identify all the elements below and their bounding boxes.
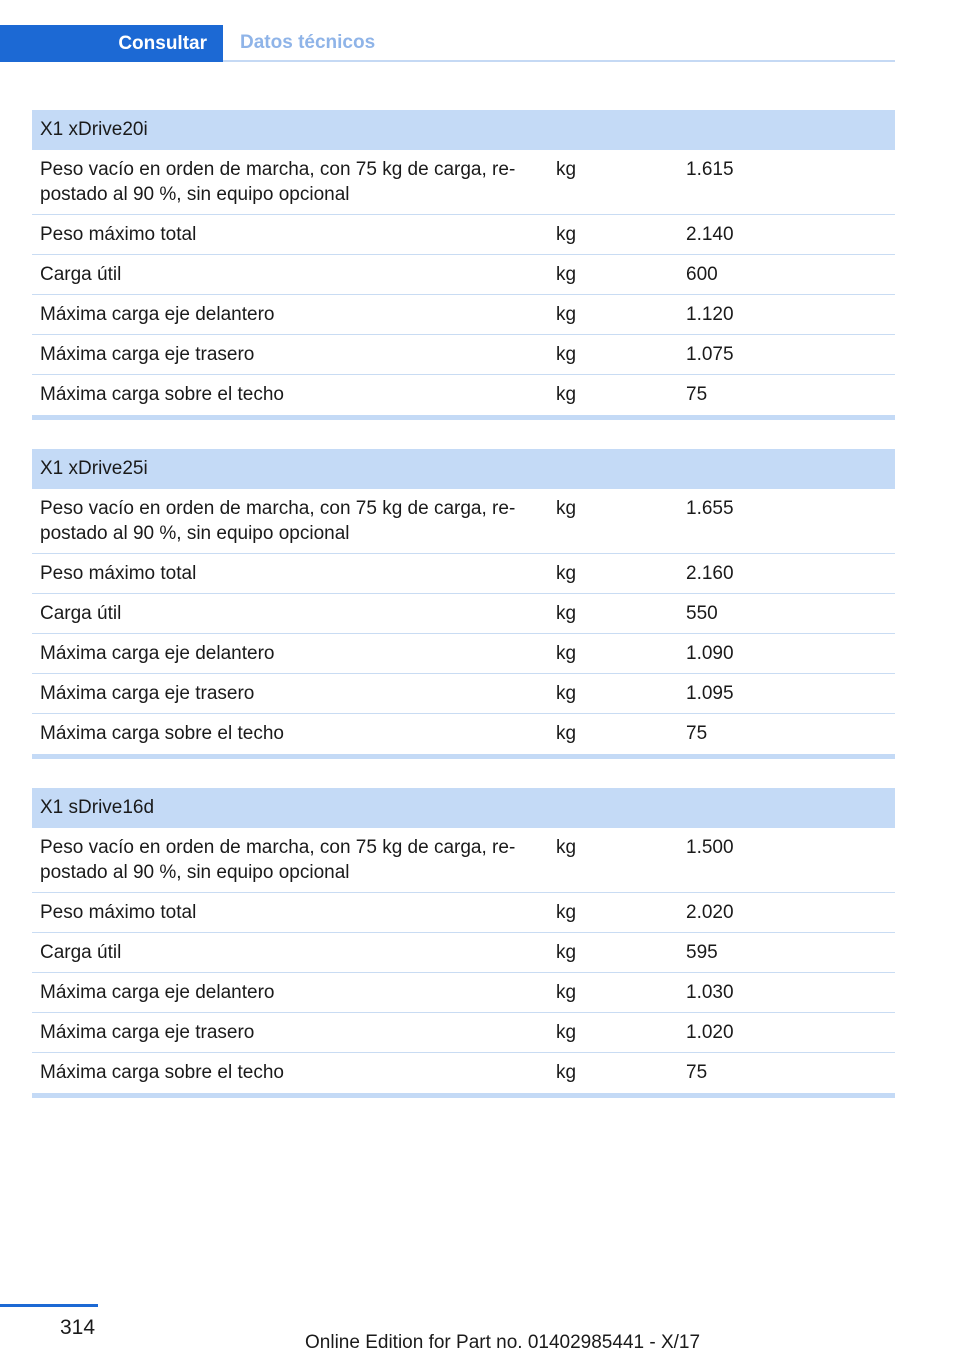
spec-table-xdrive20i [32,110,895,420]
table-row [32,255,895,295]
table-end-rule [32,415,895,420]
row-label: Máxima carga eje trasero [40,344,255,365]
row-value: 1.500 [686,837,734,858]
table-row [32,215,895,255]
row-label: Peso máximo total [40,563,197,584]
row-value: 75 [686,723,708,744]
header-divider [223,60,895,62]
table-row [32,489,895,554]
row-unit: kg [556,603,577,624]
row-unit: kg [556,563,577,584]
row-unit: kg [556,643,577,664]
tab-consultar[interactable]: Consultar [0,25,223,62]
row-label: Máxima carga eje trasero [40,1022,255,1043]
spec-table-xdrive25i [32,449,895,759]
row-label: Peso máximo total [40,902,197,923]
row-label: Peso vacío en orden de marcha, con 75 kg de carga, re- postado al 90 %, sin equipo opcional [40,159,516,205]
table-end-rule [32,754,895,759]
table-row [32,634,895,674]
table-row [32,1013,895,1053]
row-value: 75 [686,1062,708,1083]
row-value: 1.090 [686,643,734,664]
row-unit: kg [556,982,577,1003]
table-row [32,1053,895,1093]
table-title: X1 xDrive20i [32,110,895,150]
table-row [32,295,895,335]
row-value: 1.075 [686,344,734,365]
row-unit: kg [556,224,577,245]
row-value: 595 [686,942,718,963]
row-label: Peso vacío en orden de marcha, con 75 kg de carga, re- postado al 90 %, sin equipo opcional [40,837,516,883]
row-unit: kg [556,1062,577,1083]
table-row [32,554,895,594]
table-row [32,973,895,1013]
row-unit: kg [556,723,577,744]
row-unit: kg [556,942,577,963]
table-row [32,714,895,754]
row-unit: kg [556,384,577,405]
table-end-rule [32,1093,895,1098]
row-label: Peso vacío en orden de marcha, con 75 kg de carga, re- postado al 90 %, sin equipo opcional [40,498,516,544]
table-row [32,594,895,634]
row-value: 1.615 [686,159,734,180]
row-label: Máxima carga eje delantero [40,643,275,664]
page-number: 314 [60,1316,96,1339]
row-unit: kg [556,498,577,519]
row-value: 1.020 [686,1022,734,1043]
row-unit: kg [556,344,577,365]
row-value: 600 [686,264,718,285]
row-unit: kg [556,902,577,923]
row-label: Peso máximo total [40,224,197,245]
tab-datos-tecnicos[interactable]: Datos técnicos [240,31,376,53]
table-title: X1 xDrive25i [32,449,895,489]
row-label: Máxima carga sobre el techo [40,1062,284,1083]
row-label: Carga útil [40,264,122,285]
row-unit: kg [556,159,577,180]
spec-table-sdrive16d [32,788,895,1098]
table-row [32,375,895,415]
row-label: Máxima carga eje delantero [40,304,275,325]
table-row [32,933,895,973]
row-label: Carga útil [40,603,122,624]
row-value: 2.160 [686,563,734,584]
row-unit: kg [556,683,577,704]
row-value: 1.120 [686,304,734,325]
row-value: 550 [686,603,718,624]
row-value: 1.095 [686,683,734,704]
row-label: Carga útil [40,942,122,963]
row-value: 2.140 [686,224,734,245]
row-value: 1.655 [686,498,734,519]
edition-note: Online Edition for Part no. 01402985441 - X/17 [305,1332,701,1353]
row-label: Máxima carga sobre el techo [40,723,284,744]
table-row [32,150,895,215]
row-value: 2.020 [686,902,734,923]
row-unit: kg [556,264,577,285]
table-row [32,674,895,714]
row-label: Máxima carga eje delantero [40,982,275,1003]
row-unit: kg [556,304,577,325]
row-unit: kg [556,1022,577,1043]
page-header [0,25,895,62]
table-row [32,893,895,933]
row-unit: kg [556,837,577,858]
row-value: 1.030 [686,982,734,1003]
table-title: X1 sDrive16d [32,788,895,828]
row-label: Máxima carga eje trasero [40,683,255,704]
footer-rule [0,1304,98,1307]
table-row [32,335,895,375]
row-label: Máxima carga sobre el techo [40,384,284,405]
table-row [32,828,895,893]
row-value: 75 [686,384,708,405]
